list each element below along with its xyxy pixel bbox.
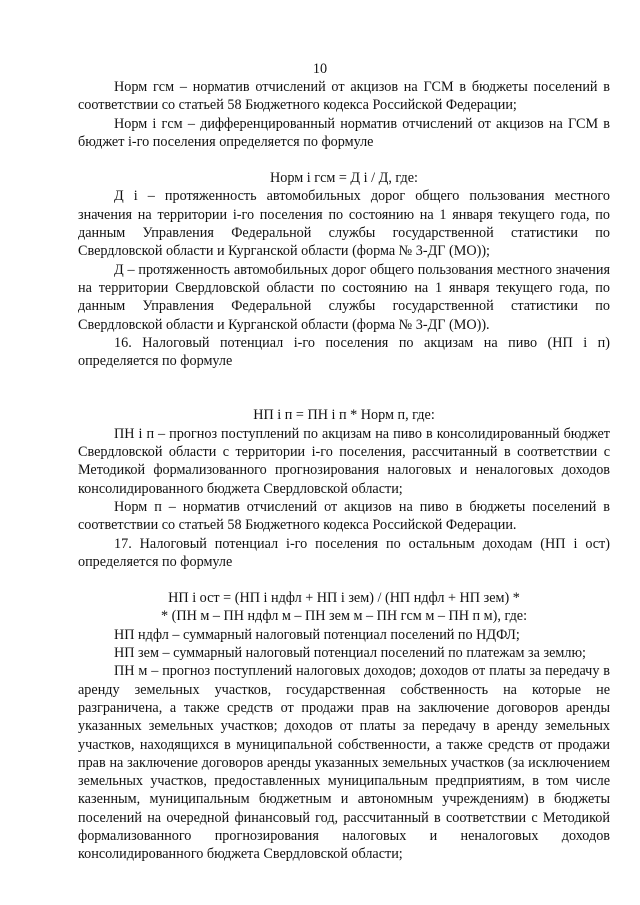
formula-norm-i-gsm: Норм i гсм = Д i / Д, где: (270, 170, 418, 187)
paragraph-item-17: 17. Налоговый потенциал i-го поселения по остальным доходам (НП i ост) определяется по формуле (78, 535, 610, 570)
paragraph-norm-i-gsm: Норм i гсм – дифференцированный норматив отчислений от акцизов на ГСМ в бюджет i-го поселения определяется по формуле (78, 115, 610, 150)
paragraph-norm-p: Норм п – норматив отчислений от акцизов на пиво в бюджеты поселений в соответствии со статьей 58 Бюджетного кодекса Российской Федерации. (78, 498, 610, 534)
paragraph-np-ndfl: НП ндфл – суммарный налоговый потенциал поселений по НДФЛ; (114, 626, 520, 643)
page-number: 10 (312, 61, 328, 77)
formula-np-i-ost-line1: НП i ост = (НП i ндфл + НП i зем) / (НП ндфл + НП зем) * (168, 590, 520, 607)
paragraph-d-i: Д i – протяженность автомобильных дорог общего пользования местного значения на территории i-го поселения по состоянию на 1 января текущего года, по данным Управления Федеральной службы государственной статистики по Свердловской области и Курганской области (форма № 3-ДГ (МО)); (78, 188, 610, 260)
formula-np-i-p: НП i п = ПН i п * Норм п, где: (253, 407, 435, 424)
paragraph-norm-gsm: Норм гсм – норматив отчислений от акцизов на ГСМ в бюджеты поселений в соответствии со статьей 58 Бюджетного кодекса Российской Федерации; (78, 79, 610, 114)
paragraph-d: Д – протяженность автомобильных дорог общего пользования местного значения на территории Свердловской области по состоянию на 1 января текущего года, по данным Управления Федеральной службы государственной статистики по Свердловской области и Курганской области (форма № 3-ДГ (МО)). (78, 261, 610, 333)
paragraph-pn-i-p: ПН i п – прогноз поступлений по акцизам на пиво в консолидированный бюджет Свердловской области с территории i-го поселения, рассчитанный в соответствии с Методикой формализованного прогнозирования налоговых и неналоговых доходов консолидированного бюджета Свердловской области; (78, 425, 610, 497)
document-body (78, 78, 610, 864)
paragraph-item-16: 16. Налоговый потенциал i-го поселения по акцизам на пиво (НП i п) определяется по формуле (78, 334, 610, 370)
paragraph-np-zem: НП зем – суммарный налоговый потенциал поселений по платежам за землю; (114, 645, 586, 662)
formula-np-i-ost-line2: * (ПН м – ПН ндфл м – ПН зем м – ПН гсм м – ПН п м), где: (160, 608, 528, 625)
paragraph-pn-m: ПН м – прогноз поступлений налоговых доходов; доходов от платы за передачу в аренду земельных участков, государственная собственность на которые не разграничена, а также средств от продажи прав на заключение договоров аренды указанных земельных участков; доходов от платы за передачу в аренду земельных участков, находящихся в муниципальной собственности, а также средств от продажи прав на заключение договоров аренды указанных земельных участков (за исключением земельных участков, предоставленных муниципальным предприятиям, в том числе казенным, муниципальным бюджетным и автономным учреждениям) в бюджеты поселений на очередной финансовый год, рассчитанный в соответствии с Методикой формализованного прогнозирования налоговых и неналоговых доходов консолидированного бюджета Свердловской области; (78, 663, 610, 863)
